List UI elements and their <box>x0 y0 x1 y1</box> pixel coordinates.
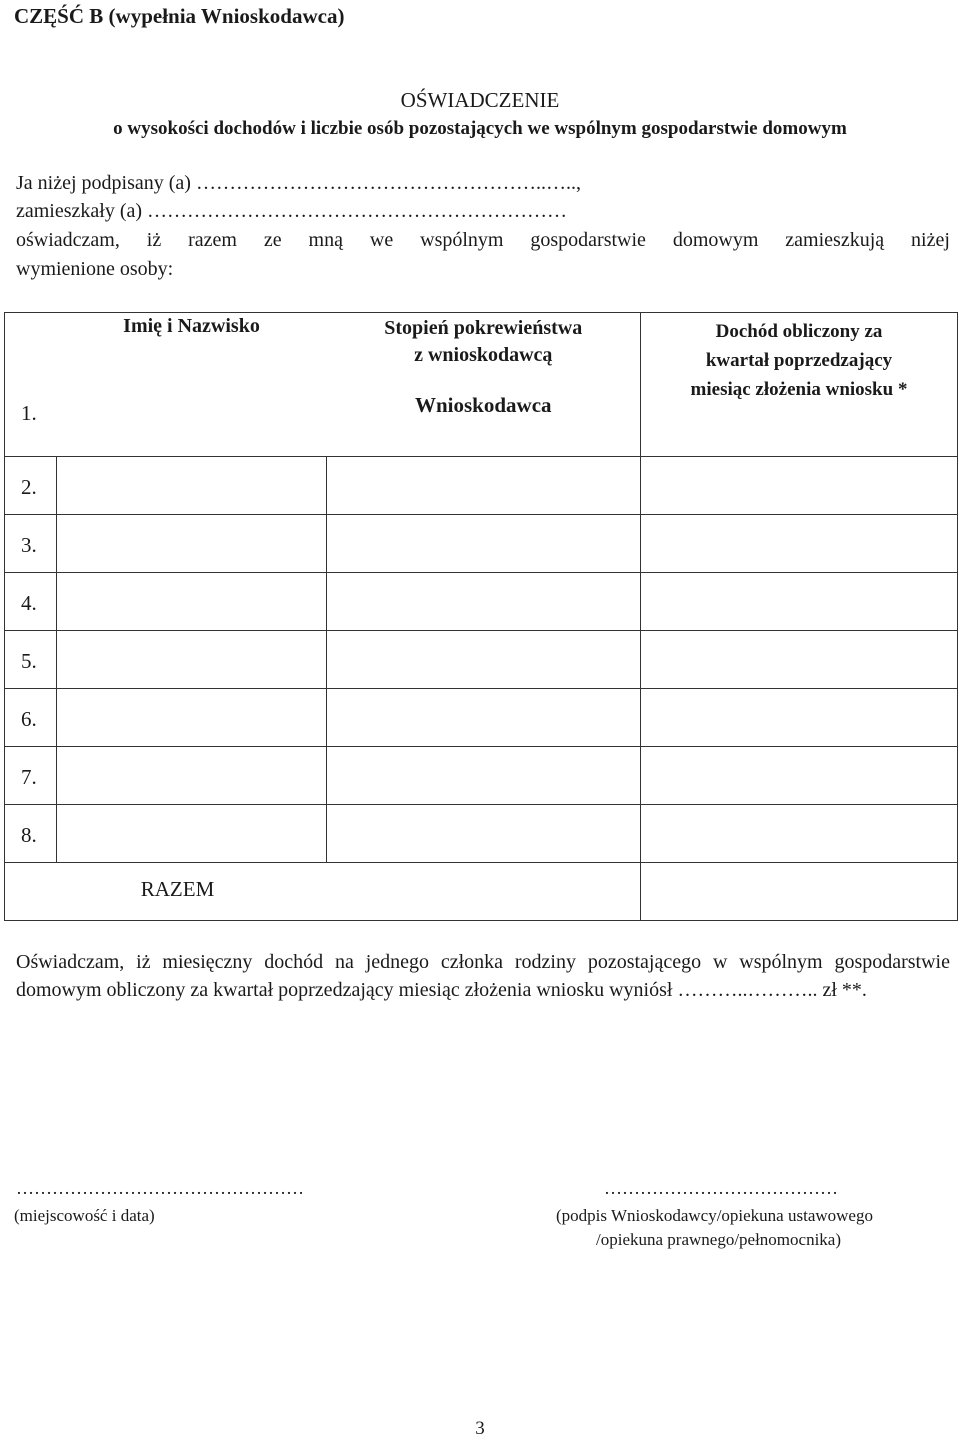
income-cell <box>641 805 958 863</box>
name-cell <box>57 747 327 805</box>
table-row <box>5 631 958 689</box>
relation-cell <box>327 515 641 573</box>
row-number: 7. <box>5 747 57 805</box>
relation-cell <box>327 805 641 863</box>
row-number: 1. <box>5 313 57 457</box>
column-header-relation <box>327 313 641 457</box>
word: ze <box>263 229 282 251</box>
table-row <box>5 573 958 631</box>
column-header-name: Imię i Nazwisko <box>57 313 327 457</box>
word: iż <box>146 229 162 251</box>
table-row <box>5 747 958 805</box>
table-row <box>5 457 958 515</box>
household-members-table <box>4 312 958 921</box>
place-date-caption: (miejscowość i data) <box>14 1206 155 1225</box>
name-cell <box>57 515 327 573</box>
income-cell <box>641 747 958 805</box>
applicant-label: Wnioskodawca <box>414 393 552 417</box>
header-line: kwartał poprzedzający <box>705 350 893 371</box>
word: niżej <box>911 229 950 251</box>
header-line: Dochód obliczony za <box>715 321 883 342</box>
signature-caption-continued: /opiekuna prawnego/pełnomocnika) <box>596 1230 842 1249</box>
name-cell <box>57 689 327 747</box>
row-number: 5. <box>5 631 57 689</box>
word: mną <box>308 229 343 251</box>
header-line: miesiąc złożenia wniosku * <box>690 379 908 400</box>
intro-line-statement <box>16 229 950 252</box>
row-number: 3. <box>5 515 57 573</box>
table-header-row <box>5 313 958 457</box>
relation-cell <box>327 747 641 805</box>
column-header-income <box>641 313 958 457</box>
income-declaration: Oświadczam, iż miesięczny dochód na jednego członka rodziny pozostającego w wspólnym gospodarstwie domowym obliczony za kwartał poprzedzający miesiąc złożenia wniosku wyniósł ………..……….. zł **. <box>16 951 950 1001</box>
table-row <box>5 805 958 863</box>
row-number: 6. <box>5 689 57 747</box>
word: we <box>369 229 394 251</box>
income-cell <box>641 573 958 631</box>
word: oświadczam, <box>16 229 120 251</box>
relation-cell <box>327 631 641 689</box>
total-label: RAZEM <box>5 863 641 921</box>
name-cell <box>57 631 327 689</box>
signature-field: ………………………………… <box>604 1178 838 1198</box>
header-line: z wnioskodawcą <box>414 344 553 366</box>
intro-line-persons: wymienione osoby: <box>16 258 174 280</box>
intro-line-name: Ja niżej podpisany (a) ……………………………………………..….., <box>16 172 581 194</box>
income-cell <box>641 515 958 573</box>
name-cell <box>57 573 327 631</box>
word: razem <box>188 229 237 251</box>
word: gospodarstwie <box>530 229 646 251</box>
document-subtitle: o wysokości dochodów i liczbie osób pozostających we wspólnym gospodarstwie domowym <box>113 118 847 139</box>
table-row <box>5 689 958 747</box>
page-number: 3 <box>475 1418 485 1439</box>
name-cell <box>57 805 327 863</box>
income-cell <box>641 689 958 747</box>
section-header: CZĘŚĆ B (wypełnia Wnioskodawca) <box>14 4 345 28</box>
row-number: 8. <box>5 805 57 863</box>
table-row <box>5 515 958 573</box>
total-income-cell <box>641 863 958 921</box>
income-cell <box>641 631 958 689</box>
word: domowym <box>672 229 759 251</box>
document-title: OŚWIADCZENIE <box>400 88 560 112</box>
table-total-row <box>5 863 958 921</box>
income-cell <box>641 457 958 515</box>
intro-line-address: zamieszkały (a) ……………………………………………………… <box>16 200 568 222</box>
row-number: 2. <box>5 457 57 515</box>
signature-caption: (podpis Wnioskodawcy/opiekuna ustawowego <box>556 1206 873 1225</box>
row-number: 4. <box>5 573 57 631</box>
header-line: Stopień pokrewieństwa <box>384 317 583 339</box>
word: wspólnym <box>420 229 504 251</box>
relation-cell <box>327 689 641 747</box>
relation-cell <box>327 457 641 515</box>
relation-cell <box>327 573 641 631</box>
place-date-field: ………………………………………… <box>16 1178 304 1198</box>
word: zamieszkują <box>785 229 885 251</box>
name-cell <box>57 457 327 515</box>
